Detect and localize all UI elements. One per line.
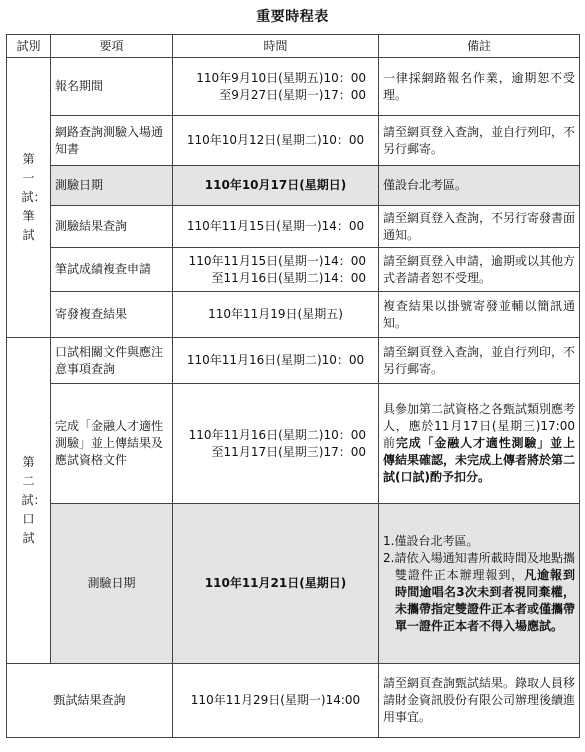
- note-emphasis: 凡逾報到時間逾唱名3次未到者視同棄權，未攜帶指定雙證件正本者或僅攜帶單一證件正本者不得入場應試。: [395, 567, 576, 633]
- item-cell: 筆試成績複查申請: [51, 248, 173, 292]
- header-time: 時間: [173, 35, 379, 58]
- note-cell: 複查結果以掛號寄發並輔以簡訊通知。: [379, 292, 580, 338]
- item-cell: 口試相關文件與應注意事項查詢: [51, 338, 173, 384]
- note-emphasis: 完成「金融人才適性測驗」並上傳結果確認，未完成上傳者將於第二試(口試)酌予扣分。: [383, 436, 576, 484]
- table-row: [7, 292, 580, 338]
- session-label: 第二試：口試: [21, 455, 46, 545]
- note-cell: 請至網頁查詢甄試結果。錄取人員移請財金資訊股份有限公司辦理後續進用事宜。: [379, 664, 580, 738]
- item-cell: 完成「金融人才適性測驗」並上傳結果及應試資格文件: [51, 384, 173, 504]
- time-cell: 110年11月19日(星期五): [173, 292, 379, 338]
- item-cell: 測驗結果查詢: [51, 206, 173, 248]
- time-line: 至11月17日(星期三)17：00: [211, 444, 366, 459]
- time-cell: 110年11月29日(星期一)14:00: [173, 664, 379, 738]
- table-row: [7, 166, 580, 206]
- table-row: [7, 664, 580, 738]
- note-list-item: 1.僅設台北考區。: [383, 533, 479, 548]
- session-label: 第一試：筆試: [21, 152, 46, 242]
- time-line: 110年11月16日(星期二)10：00: [188, 427, 366, 442]
- item-cell: 甄試結果查詢: [7, 664, 173, 738]
- time-cell: [173, 58, 379, 116]
- note-cell: 請至網頁登入查詢，並自行列印，不另行郵寄。: [379, 116, 580, 166]
- table-row: [7, 116, 580, 166]
- table-row: [7, 206, 580, 248]
- time-line: 110年9月10日(星期五)10：00: [196, 70, 366, 85]
- note-cell: [379, 384, 580, 504]
- item-cell: 網路查詢測驗入場通知書: [51, 116, 173, 166]
- table-row: [7, 384, 580, 504]
- time-cell: 110年11月15日(星期一)14：00: [173, 206, 379, 248]
- page-title: 重要時程表: [256, 9, 329, 25]
- note-list: [383, 533, 575, 635]
- time-line: 至9月27日(星期一)17：00: [219, 87, 366, 102]
- header-item: 要項: [51, 35, 173, 58]
- table-row: [7, 58, 580, 116]
- table-row: [7, 338, 580, 384]
- time-cell: 110年11月16日(星期二)10：00: [173, 338, 379, 384]
- time-cell: [173, 384, 379, 504]
- table-header-row: [7, 35, 580, 58]
- note-cell: [379, 504, 580, 664]
- item-cell: 報名期間: [51, 58, 173, 116]
- note-cell: 一律採網路報名作業，逾期恕不受理。: [379, 58, 580, 116]
- schedule-table: [6, 34, 580, 738]
- time-line: 110年11月15日(星期一)14：00: [188, 253, 366, 268]
- note-text: 具參加第二試資格之各甄試類別應考人，應於11月17日(星期三)17:00前: [383, 402, 576, 450]
- note-list-item: [383, 550, 575, 635]
- time-line: 至11月16日(星期二)14：00: [211, 270, 366, 285]
- note-cell: 僅設台北考區。: [379, 166, 580, 206]
- time-cell: 110年10月12日(星期二)10：00: [173, 116, 379, 166]
- note-cell: 請至網頁登入查詢，不另行寄發書面通知。: [379, 206, 580, 248]
- table-row: [7, 504, 580, 664]
- header-session: 試別: [7, 35, 51, 58]
- item-cell: 測驗日期: [51, 166, 173, 206]
- time-cell: 110年11月21日(星期日): [173, 504, 379, 664]
- item-cell: 寄發複查結果: [51, 292, 173, 338]
- time-cell: 110年10月17日(星期日): [173, 166, 379, 206]
- session-cell-second: [7, 338, 51, 664]
- item-cell: 測驗日期: [51, 504, 173, 664]
- table-row: [7, 248, 580, 292]
- note-cell: 請至網頁登入申請，逾期或以其他方式者請者恕不受理。: [379, 248, 580, 292]
- time-cell: [173, 248, 379, 292]
- note-cell: 請至網頁登入查詢，並自行列印，不另行郵寄。: [379, 338, 580, 384]
- session-cell-first: [7, 58, 51, 338]
- header-note: 備註: [379, 35, 580, 58]
- note-text: 2.請依入場通知書所載時間及地點攜雙證件正本辦理報到，: [383, 550, 575, 582]
